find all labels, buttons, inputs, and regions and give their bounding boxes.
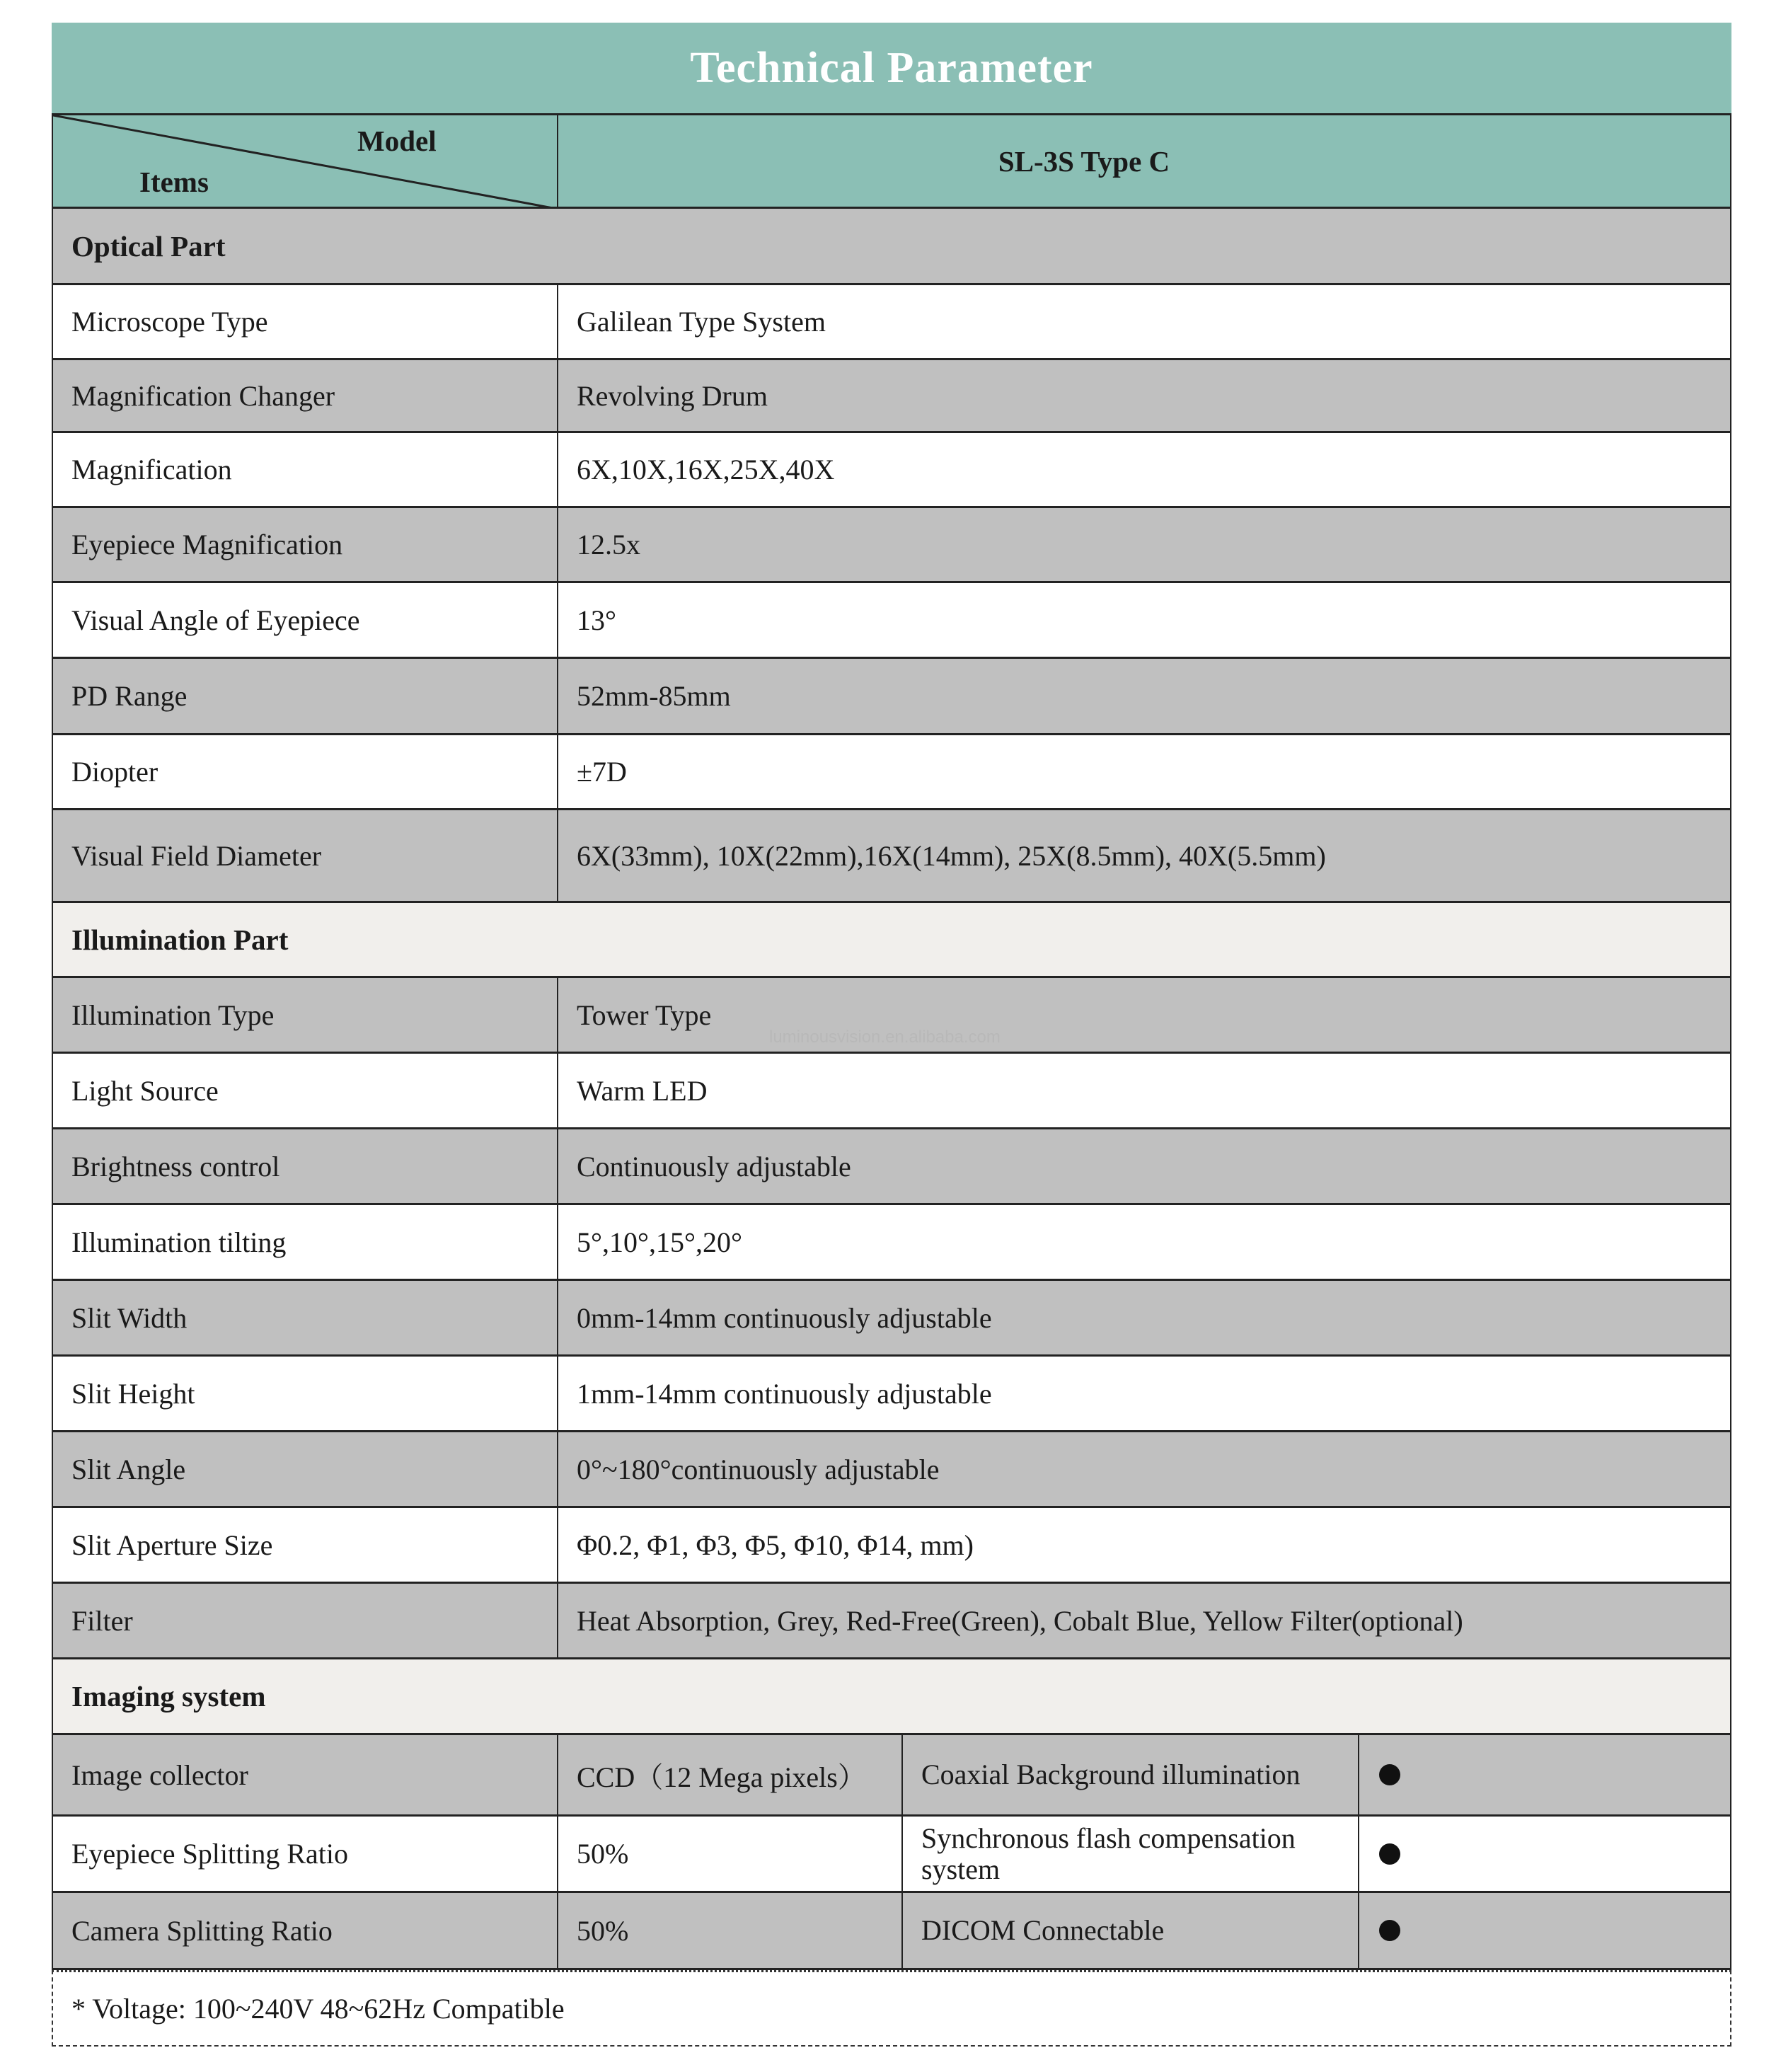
section-title: Imaging system <box>71 1680 266 1713</box>
param-label: Diopter <box>53 735 558 808</box>
param-value: Warm LED <box>577 1074 708 1107</box>
param-value: Galilean Type System <box>577 306 826 338</box>
param-label: Brightness control <box>53 1129 558 1203</box>
table-row <box>52 1735 1731 1817</box>
table-row <box>52 1817 1731 1893</box>
param-value: 50% <box>558 1817 903 1891</box>
param-value: 1mm-14mm continuously adjustable <box>577 1377 992 1410</box>
param-label: Illumination tilting <box>53 1205 558 1279</box>
feature-mark-cell <box>1359 1893 1730 1968</box>
section-optical <box>52 209 1731 285</box>
param-value: Tower Type <box>577 998 712 1031</box>
header-row <box>52 113 1731 209</box>
filled-circle-icon <box>1379 1843 1400 1865</box>
items-label: Items <box>139 166 209 198</box>
param-value: CCD（12 Mega pixels） <box>558 1735 903 1814</box>
param-label: Light Source <box>53 1054 558 1127</box>
param-value: 13° <box>577 604 616 636</box>
table-row <box>52 1205 1731 1281</box>
section-illumination <box>52 903 1731 978</box>
table-row <box>52 1893 1731 1970</box>
table-row <box>52 659 1731 735</box>
watermark: luminousvision.en.alibaba.com <box>769 1028 1001 1047</box>
table-row <box>52 1129 1731 1205</box>
param-value: 50% <box>558 1893 903 1968</box>
param-label: Magnification Changer <box>53 360 558 431</box>
section-imaging <box>52 1659 1731 1735</box>
param-value: 0mm-14mm continuously adjustable <box>577 1301 992 1334</box>
param-value: 6X(33mm), 10X(22mm),16X(14mm), 25X(8.5mm), 40X(5.5mm) <box>577 839 1326 872</box>
param-value: 52mm-85mm <box>577 680 731 712</box>
table-row <box>52 1508 1731 1584</box>
param-label: Slit Width <box>53 1281 558 1354</box>
param-label: Slit Aperture Size <box>53 1508 558 1582</box>
param-value: ±7D <box>577 756 627 788</box>
header-diagonal-cell <box>53 115 558 207</box>
feature-label: DICOM Connectable <box>903 1893 1359 1968</box>
feature-label: Coaxial Background illumination <box>903 1735 1359 1814</box>
table-row <box>52 360 1731 433</box>
table-row <box>52 1357 1731 1432</box>
filled-circle-icon <box>1379 1920 1400 1941</box>
param-label: Slit Angle <box>53 1432 558 1506</box>
feature-mark-cell <box>1359 1817 1730 1891</box>
table-row <box>52 433 1731 508</box>
footer-note: * Voltage: 100~240V 48~62Hz Compatible <box>52 1970 1731 2047</box>
table-row <box>52 508 1731 583</box>
param-value: Φ0.2, Φ1, Φ3, Φ5, Φ10, Φ14, mm) <box>577 1529 974 1561</box>
param-label: Eyepiece Splitting Ratio <box>53 1817 558 1891</box>
model-value: SL-3S Type C <box>998 144 1170 178</box>
param-value: Continuously adjustable <box>577 1150 851 1182</box>
section-title: Illumination Part <box>71 923 289 956</box>
param-label: Visual Angle of Eyepiece <box>53 583 558 657</box>
param-label: Filter <box>53 1584 558 1657</box>
feature-mark-cell <box>1359 1735 1730 1814</box>
diagonal-divider <box>53 115 557 209</box>
param-label: Visual Field Diameter <box>53 810 558 901</box>
table-row <box>52 810 1731 903</box>
param-value: Revolving Drum <box>577 379 768 412</box>
filled-circle-icon <box>1379 1764 1400 1785</box>
section-title: Optical Part <box>71 229 226 263</box>
param-label: Image collector <box>53 1735 558 1814</box>
param-label: Slit Height <box>53 1357 558 1430</box>
param-label: PD Range <box>53 659 558 733</box>
param-value: 5°,10°,15°,20° <box>577 1226 742 1258</box>
feature-label: Synchronous flash compensation system <box>903 1817 1359 1891</box>
table-row <box>52 735 1731 810</box>
param-value: 6X,10X,16X,25X,40X <box>577 454 835 485</box>
param-label: Microscope Type <box>53 285 558 358</box>
model-label: Model <box>357 125 437 157</box>
table-row <box>52 1432 1731 1508</box>
table-title: Technical Parameter <box>52 23 1731 113</box>
param-label: Magnification <box>53 433 558 506</box>
param-value: 0°~180°continuously adjustable <box>577 1453 940 1485</box>
table-row <box>52 1281 1731 1357</box>
param-label: Camera Splitting Ratio <box>53 1893 558 1968</box>
param-value: 12.5x <box>577 529 640 560</box>
table-row <box>52 1584 1731 1659</box>
param-label: Eyepiece Magnification <box>53 508 558 581</box>
param-value: Heat Absorption, Grey, Red-Free(Green), Cobalt Blue, Yellow Filter(optional) <box>577 1604 1463 1637</box>
table-row <box>52 1054 1731 1129</box>
table-row <box>52 285 1731 360</box>
table-row <box>52 583 1731 659</box>
param-label: Illumination Type <box>53 978 558 1052</box>
